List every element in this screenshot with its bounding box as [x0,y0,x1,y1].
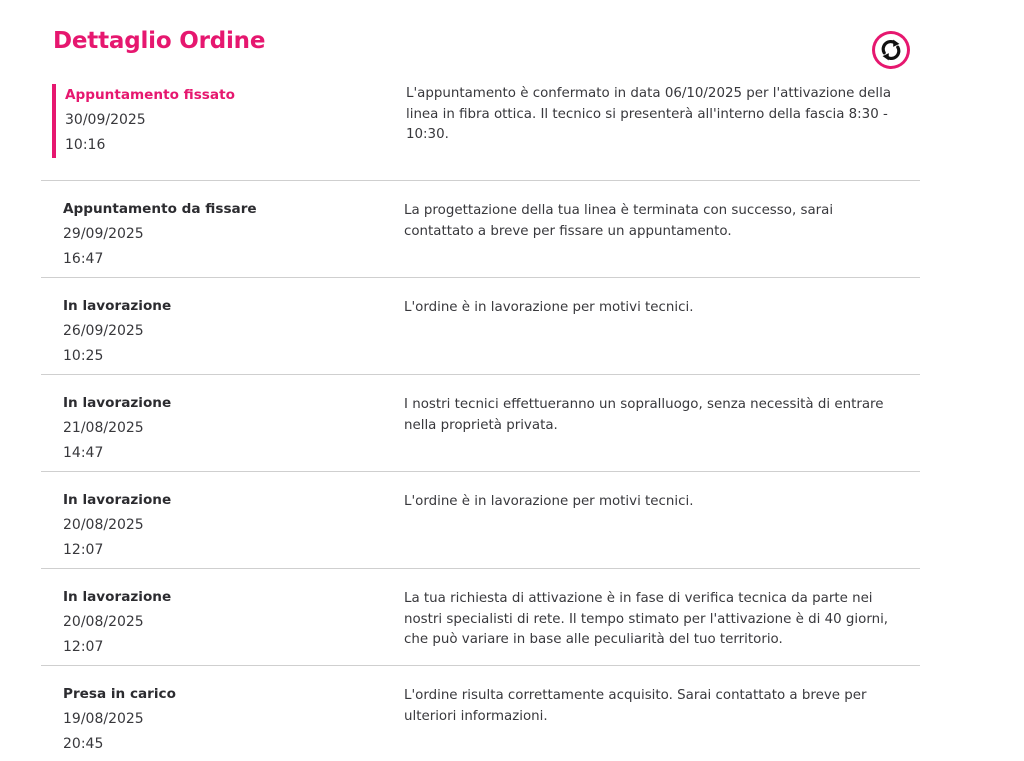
timeline-item-meta [65,87,385,154]
event-time: 10:25 [63,348,104,364]
timeline-item [41,666,920,761]
event-date: 20/08/2025 [63,517,144,533]
event-status: In lavorazione [63,298,172,314]
page-title: Dettaglio Ordine [53,28,266,54]
active-marker [52,84,56,158]
event-description: L'appuntamento è confermato in data 06/10/2025 per l'attivazione della linea in fibra ottica. Il tecnico si presenterà all'interno della fascia 8:30 - 10:30. [406,86,892,142]
timeline-item-meta [63,686,383,753]
timeline-item [41,83,920,181]
refresh-icon [878,37,904,63]
event-status: In lavorazione [63,492,172,508]
event-status: Presa in carico [63,686,176,702]
timeline-item-meta [63,492,383,559]
refresh-button-inner [875,34,907,66]
timeline-item [41,375,920,472]
timeline-item-meta [63,395,383,462]
event-description: La progettazione della tua linea è terminata con successo, sarai contattato a breve per fissare un appuntamento. [404,203,834,239]
event-description: I nostri tecnici effettueranno un sopralluogo, senza necessità di entrare nella proprietà privata. [404,397,884,433]
timeline-item-meta [63,298,383,365]
event-time: 12:07 [63,639,104,655]
timeline-item [41,472,920,569]
event-time: 16:47 [63,251,104,267]
event-time: 14:47 [63,445,104,461]
order-timeline [41,83,920,761]
event-status: Appuntamento da fissare [63,201,257,217]
event-date: 21/08/2025 [63,420,144,436]
event-description: L'ordine è in lavorazione per motivi tecnici. [404,494,694,509]
event-date: 19/08/2025 [63,711,144,727]
event-time: 12:07 [63,542,104,558]
event-date: 20/08/2025 [63,614,144,630]
event-description: La tua richiesta di attivazione è in fase di verifica tecnica da parte nei nostri specialisti di rete. Il tempo stimato per l'attivazione è di 40 giorni, che può variare in base alle peculiarità del tuo territorio. [404,591,889,647]
event-description: L'ordine risulta correttamente acquisito. Sarai contattato a breve per ulteriori informazioni. [404,688,867,724]
event-date: 30/09/2025 [65,112,146,128]
timeline-item [41,569,920,666]
timeline-item [41,181,920,278]
event-time: 10:16 [65,137,106,153]
refresh-button[interactable] [872,31,910,69]
event-date: 26/09/2025 [63,323,144,339]
timeline-item-meta [63,201,383,268]
event-date: 29/09/2025 [63,226,144,242]
event-time: 20:45 [63,736,104,752]
timeline-item-meta [63,589,383,656]
event-status: In lavorazione [63,395,172,411]
event-status: Appuntamento fissato [65,87,235,103]
event-status: In lavorazione [63,589,172,605]
event-description: L'ordine è in lavorazione per motivi tecnici. [404,300,694,315]
timeline-item [41,278,920,375]
